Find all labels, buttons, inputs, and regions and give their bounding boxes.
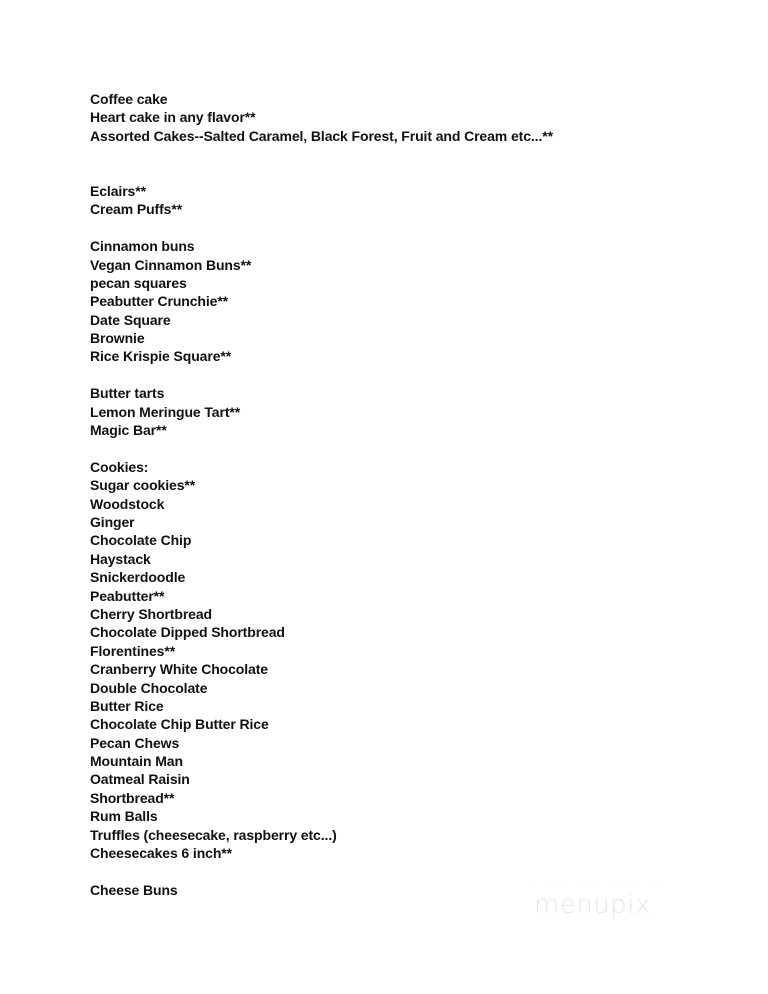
menu-item: Rice Krispie Square**	[90, 348, 232, 365]
menu-list	[90, 90, 710, 899]
menu-item: Truffles (cheesecake, raspberry etc...)	[90, 826, 337, 843]
menu-item: Chocolate Chip	[90, 532, 192, 549]
menu-item: Sugar cookies**	[90, 477, 196, 494]
cookies-group	[90, 458, 710, 863]
section-spacer	[90, 145, 710, 182]
menu-item: Brownie	[90, 330, 145, 347]
menu-item: Magic Bar**	[90, 422, 167, 439]
section-spacer	[90, 439, 710, 457]
menu-item: Cherry Shortbread	[90, 605, 212, 622]
menu-item: Haystack	[90, 550, 151, 567]
buns-squares-group	[90, 237, 710, 366]
section-spacer	[90, 219, 710, 237]
menu-item: Butter tarts	[90, 385, 165, 402]
menu-item: Cream Puffs**	[90, 201, 183, 218]
pastry-group	[90, 182, 710, 219]
menu-item: Cinnamon buns	[90, 238, 195, 255]
menu-item: Shortbread**	[90, 789, 175, 806]
menu-item: Mountain Man	[90, 753, 183, 770]
menu-item: Cheesecakes 6 inch**	[90, 845, 232, 862]
menu-item: Coffee cake	[90, 91, 168, 107]
menu-item: Chocolate Chip Butter Rice	[90, 716, 269, 733]
menu-item: Rum Balls	[90, 808, 158, 825]
menu-item: Oatmeal Raisin	[90, 771, 190, 788]
tarts-bars-group	[90, 384, 710, 439]
menu-item: Vegan Cinnamon Buns**	[90, 256, 252, 273]
menu-item: Lemon Meringue Tart**	[90, 403, 241, 420]
menu-item: Snickerdoodle	[90, 569, 186, 586]
menu-item: Assorted Cakes--Salted Caramel, Black Forest, Fruit and Cream etc...**	[90, 127, 553, 144]
menu-item: Butter Rice	[90, 697, 164, 714]
cakes-group	[90, 90, 710, 145]
menu-item: Peabutter**	[90, 587, 165, 604]
menu-item: pecan squares	[90, 274, 187, 291]
menu-item: Pecan Chews	[90, 734, 180, 751]
menu-item: Peabutter Crunchie**	[90, 293, 229, 310]
section-heading-cookies: Cookies:	[90, 458, 149, 475]
menu-item: Florentines**	[90, 642, 176, 659]
menu-item: Cheese Buns	[90, 881, 178, 898]
watermark-logo-text: menupix	[534, 890, 651, 920]
menu-item: Double Chocolate	[90, 679, 208, 696]
menu-item: Cranberry White Chocolate	[90, 661, 268, 678]
menu-item: Date Square	[90, 311, 171, 328]
section-spacer	[90, 366, 710, 384]
menu-item: Woodstock	[90, 495, 165, 512]
menu-item: Ginger	[90, 514, 135, 530]
watermark-decoration: · · · · · · · · · · · · ·	[534, 878, 664, 889]
menu-item: Chocolate Dipped Shortbread	[90, 624, 285, 641]
menu-item: Heart cake in any flavor**	[90, 109, 256, 126]
menu-item: Eclairs**	[90, 182, 146, 199]
menupix-watermark	[526, 872, 696, 932]
